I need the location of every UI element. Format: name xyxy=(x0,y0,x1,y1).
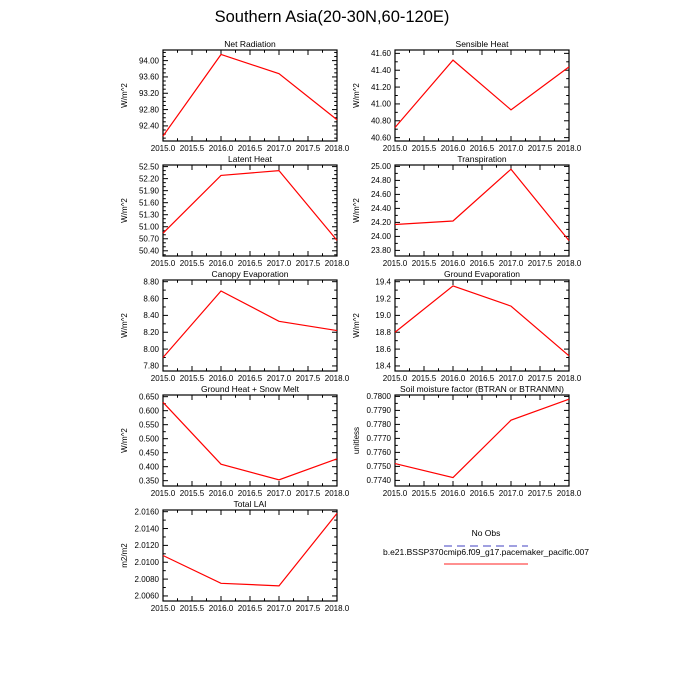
x-tick-label: 2017.0 xyxy=(266,259,292,268)
y-axis-unit-label: W/m^2 xyxy=(120,428,129,453)
y-tick-label: 93.20 xyxy=(138,89,159,99)
y-tick-label: 52.20 xyxy=(138,174,159,184)
y-tick-label: 0.400 xyxy=(138,462,159,472)
panel-title: Net Radiation xyxy=(224,39,276,49)
y-tick-label: 0.650 xyxy=(138,392,159,402)
x-tick-label: 2017.5 xyxy=(295,374,321,383)
panel-title: Soil moisture factor (BTRAN or BTRANMN) xyxy=(400,384,564,394)
figure-title: Southern Asia(20-30N,60-120E) xyxy=(214,8,450,26)
y-tick-label: 51.00 xyxy=(138,222,159,232)
y-tick-label: 2.0100 xyxy=(134,558,159,568)
x-tick-label: 2016.5 xyxy=(237,374,263,383)
y-tick-label: 2.0160 xyxy=(134,507,159,517)
panel-title: Ground Evaporation xyxy=(443,269,521,279)
x-tick-label: 2016.0 xyxy=(440,144,466,153)
x-tick-label: 2017.5 xyxy=(295,604,321,613)
data-line xyxy=(163,54,337,136)
panel-net-radiation xyxy=(103,39,350,156)
data-line xyxy=(395,399,569,477)
y-axis-unit-label: W/m^2 xyxy=(352,313,361,338)
x-tick-label: 2015.5 xyxy=(179,374,205,383)
x-tick-label: 2015.0 xyxy=(150,604,176,613)
x-tick-label: 2017.5 xyxy=(295,144,321,153)
x-tick-label: 2017.0 xyxy=(498,259,524,268)
x-tick-label: 2017.0 xyxy=(498,374,524,383)
data-line xyxy=(163,291,337,358)
y-tick-label: 0.350 xyxy=(138,476,159,486)
y-tick-label: 8.20 xyxy=(143,328,159,338)
x-tick-label: 2017.0 xyxy=(266,144,292,153)
x-tick-label: 2018.0 xyxy=(556,144,582,153)
x-tick-label: 2018.0 xyxy=(324,259,350,268)
plot-box xyxy=(163,165,337,256)
x-tick-label: 2015.5 xyxy=(411,489,437,498)
panel-title: Latent Heat xyxy=(228,154,272,164)
y-tick-label: 2.0140 xyxy=(134,524,159,534)
plot-box xyxy=(163,510,337,601)
y-tick-label: 0.7740 xyxy=(366,476,391,486)
y-tick-label: 8.60 xyxy=(143,294,159,304)
y-tick-label: 19.4 xyxy=(375,277,391,287)
x-tick-label: 2016.5 xyxy=(237,144,263,153)
y-axis-unit-label: W/m^2 xyxy=(120,83,129,108)
y-tick-label: 0.7780 xyxy=(366,420,391,430)
x-tick-label: 2017.0 xyxy=(498,144,524,153)
panel-ground-heat-snow-melt xyxy=(103,384,350,501)
y-tick-label: 51.90 xyxy=(138,186,159,196)
y-axis-unit-label: W/m^2 xyxy=(120,198,129,223)
data-line xyxy=(163,171,337,241)
y-tick-label: 41.60 xyxy=(370,49,391,59)
x-tick-label: 2015.0 xyxy=(150,144,176,153)
y-tick-label: 50.40 xyxy=(138,246,159,256)
x-tick-label: 2015.5 xyxy=(411,374,437,383)
x-tick-label: 2015.5 xyxy=(179,604,205,613)
x-tick-label: 2016.0 xyxy=(440,489,466,498)
y-tick-label: 0.7790 xyxy=(366,406,391,416)
y-tick-label: 0.7800 xyxy=(366,392,391,402)
y-tick-label: 0.7750 xyxy=(366,462,391,472)
x-tick-label: 2018.0 xyxy=(324,604,350,613)
y-tick-label: 18.6 xyxy=(375,344,391,354)
y-axis-unit-label: unitless xyxy=(352,426,361,455)
x-tick-label: 2018.0 xyxy=(324,489,350,498)
x-tick-label: 2016.0 xyxy=(208,259,234,268)
y-tick-label: 50.70 xyxy=(138,234,159,244)
x-tick-label: 2016.0 xyxy=(208,144,234,153)
y-axis-unit-label: W/m^2 xyxy=(352,198,361,223)
x-tick-label: 2016.5 xyxy=(237,259,263,268)
x-tick-label: 2016.5 xyxy=(237,604,263,613)
y-tick-label: 93.60 xyxy=(138,72,159,82)
panel-latent-heat xyxy=(103,154,350,271)
y-tick-label: 41.00 xyxy=(370,99,391,109)
legend-model-line xyxy=(444,563,528,565)
y-tick-label: 92.40 xyxy=(138,121,159,131)
y-tick-label: 0.450 xyxy=(138,448,159,458)
x-tick-label: 2017.0 xyxy=(498,489,524,498)
y-tick-label: 8.80 xyxy=(143,277,159,287)
panel-title: Ground Heat + Snow Melt xyxy=(200,384,300,394)
y-tick-label: 24.60 xyxy=(370,190,391,200)
x-tick-label: 2018.0 xyxy=(556,489,582,498)
plot-box xyxy=(163,280,337,371)
panel-title: Sensible Heat xyxy=(455,39,509,49)
x-tick-label: 2015.5 xyxy=(179,144,205,153)
x-tick-label: 2015.0 xyxy=(150,489,176,498)
y-tick-label: 0.550 xyxy=(138,420,159,430)
y-tick-label: 8.40 xyxy=(143,311,159,321)
legend xyxy=(350,528,622,565)
x-tick-label: 2017.5 xyxy=(527,259,553,268)
x-tick-label: 2016.5 xyxy=(237,489,263,498)
data-line xyxy=(395,60,569,127)
x-tick-label: 2015.0 xyxy=(150,259,176,268)
y-tick-label: 23.80 xyxy=(370,246,391,256)
y-tick-label: 51.60 xyxy=(138,198,159,208)
x-tick-label: 2017.5 xyxy=(527,374,553,383)
x-tick-label: 2015.5 xyxy=(411,259,437,268)
y-tick-label: 18.4 xyxy=(375,361,391,371)
y-tick-label: 24.80 xyxy=(370,176,391,186)
panel-total-lai xyxy=(103,499,350,616)
y-tick-label: 2.0120 xyxy=(134,541,159,551)
panel-transpiration xyxy=(335,154,582,271)
y-tick-label: 24.40 xyxy=(370,204,391,214)
x-tick-label: 2015.5 xyxy=(179,489,205,498)
x-tick-label: 2016.0 xyxy=(208,489,234,498)
legend-no-obs-label: No Obs xyxy=(471,528,501,538)
x-tick-label: 2015.5 xyxy=(179,259,205,268)
y-tick-label: 0.7770 xyxy=(366,434,391,444)
x-tick-label: 2015.5 xyxy=(411,144,437,153)
plot-box xyxy=(395,50,569,141)
y-tick-label: 19.0 xyxy=(375,311,391,321)
x-tick-label: 2016.0 xyxy=(440,374,466,383)
x-tick-label: 2015.0 xyxy=(382,259,408,268)
x-tick-label: 2017.0 xyxy=(266,604,292,613)
y-tick-label: 0.600 xyxy=(138,406,159,416)
x-tick-label: 2017.5 xyxy=(527,489,553,498)
x-tick-label: 2015.0 xyxy=(382,144,408,153)
y-tick-label: 0.7760 xyxy=(366,448,391,458)
data-line xyxy=(395,169,569,240)
x-tick-label: 2016.5 xyxy=(469,489,495,498)
x-tick-label: 2017.5 xyxy=(295,489,321,498)
y-tick-label: 8.00 xyxy=(143,344,159,354)
x-tick-label: 2015.0 xyxy=(382,374,408,383)
y-tick-label: 18.8 xyxy=(375,328,391,338)
y-tick-label: 7.80 xyxy=(143,361,159,371)
y-axis-unit-label: m2/m2 xyxy=(120,543,129,568)
y-tick-label: 24.00 xyxy=(370,232,391,242)
x-tick-label: 2016.5 xyxy=(469,259,495,268)
x-tick-label: 2016.0 xyxy=(208,374,234,383)
panel-sensible-heat xyxy=(335,39,582,156)
y-tick-label: 41.20 xyxy=(370,82,391,92)
panel-canopy-evaporation xyxy=(103,269,350,386)
y-tick-label: 24.20 xyxy=(370,218,391,228)
x-tick-label: 2016.0 xyxy=(208,604,234,613)
panel-title: Transpiration xyxy=(457,154,507,164)
y-tick-label: 2.0080 xyxy=(134,574,159,584)
x-tick-label: 2015.0 xyxy=(382,489,408,498)
y-tick-label: 94.00 xyxy=(138,56,159,66)
x-tick-label: 2018.0 xyxy=(556,259,582,268)
x-tick-label: 2017.0 xyxy=(266,489,292,498)
y-tick-label: 40.60 xyxy=(370,133,391,143)
data-line xyxy=(395,286,569,356)
panel-title: Canopy Evaporation xyxy=(211,269,289,279)
y-tick-label: 51.30 xyxy=(138,210,159,220)
plot-box xyxy=(395,165,569,256)
panel-title: Total LAI xyxy=(233,499,267,509)
x-tick-label: 2016.5 xyxy=(469,144,495,153)
y-axis-unit-label: W/m^2 xyxy=(352,83,361,108)
y-tick-label: 92.80 xyxy=(138,105,159,115)
panel-ground-evaporation xyxy=(335,269,582,386)
y-tick-label: 25.00 xyxy=(370,162,391,172)
legend-model-label: b.e21.BSSP370cmip6.f09_g17.pacemaker_pacific.007 xyxy=(382,547,590,557)
x-tick-label: 2018.0 xyxy=(556,374,582,383)
x-tick-label: 2017.5 xyxy=(295,259,321,268)
y-tick-label: 41.40 xyxy=(370,66,391,76)
x-tick-label: 2018.0 xyxy=(324,374,350,383)
plot-box xyxy=(395,280,569,371)
data-line xyxy=(163,402,337,480)
y-tick-label: 19.2 xyxy=(375,294,391,304)
y-tick-label: 40.80 xyxy=(370,116,391,126)
y-axis-unit-label: W/m^2 xyxy=(120,313,129,338)
panel-soil-moisture-factor xyxy=(335,384,582,501)
y-tick-label: 0.500 xyxy=(138,434,159,444)
y-tick-label: 52.50 xyxy=(138,162,159,172)
data-line xyxy=(163,513,337,585)
x-tick-label: 2016.0 xyxy=(440,259,466,268)
x-tick-label: 2018.0 xyxy=(324,144,350,153)
y-tick-label: 2.0060 xyxy=(134,591,159,601)
x-tick-label: 2017.5 xyxy=(527,144,553,153)
x-tick-label: 2017.0 xyxy=(266,374,292,383)
x-tick-label: 2016.5 xyxy=(469,374,495,383)
x-tick-label: 2015.0 xyxy=(150,374,176,383)
